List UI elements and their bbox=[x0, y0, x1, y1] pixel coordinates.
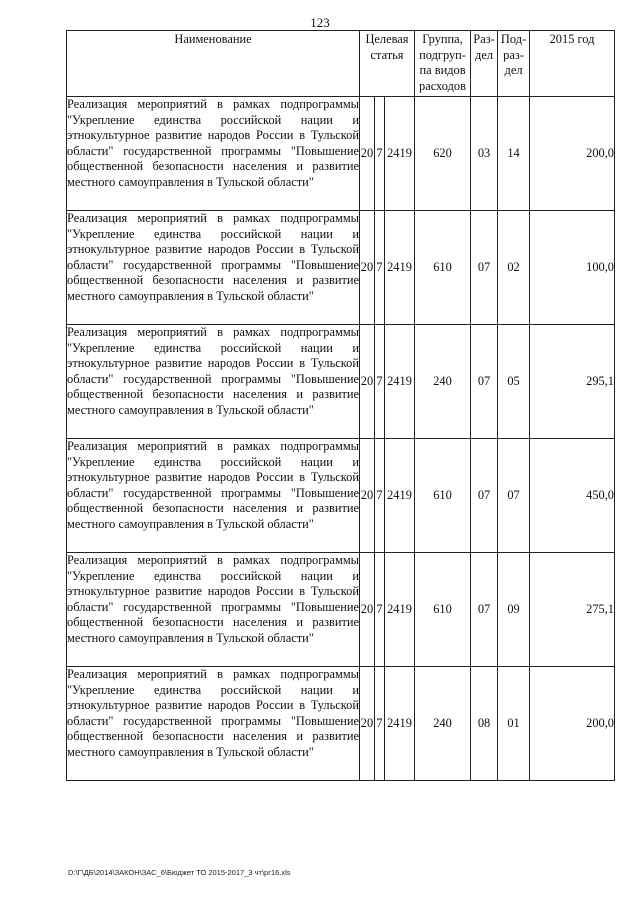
target-article-part1-cell: 20 bbox=[360, 325, 375, 439]
page-number: 123 bbox=[310, 15, 330, 30]
table-header-row bbox=[67, 31, 615, 97]
target-article-part1-cell: 20 bbox=[360, 211, 375, 325]
row-name-cell: Реализация мероприятий в рамках подпрограммы "Укрепление единства российской нации и этнокультурное развитие народов России в Тульской области" государственной программы "Повышение общественной безопасности населения и развитие местного самоуправления в Тульской области" bbox=[67, 439, 360, 553]
expense-group-cell: 610 bbox=[415, 553, 471, 667]
subsection-cell: 05 bbox=[498, 325, 530, 439]
subsection-cell: 01 bbox=[498, 667, 530, 781]
row-name-cell: Реализация мероприятий в рамках подпрограммы "Укрепление единства российской нации и этнокультурное развитие народов России в Тульской области" государственной программы "Повышение общественной безопасности населения и развитие местного самоуправления в Тульской области" bbox=[67, 667, 360, 781]
table-body bbox=[67, 97, 615, 781]
target-article-part3-cell: 2419 bbox=[385, 325, 415, 439]
row-name-cell: Реализация мероприятий в рамках подпрограммы "Укрепление единства российской нации и этнокультурное развитие народов России в Тульской области" государственной программы "Повышение общественной безопасности населения и развитие местного самоуправления в Тульской области" bbox=[67, 211, 360, 325]
amount-2015-cell: 450,0 bbox=[530, 439, 615, 553]
target-article-part1-cell: 20 bbox=[360, 553, 375, 667]
table-row bbox=[67, 667, 615, 781]
target-article-part3-cell: 2419 bbox=[385, 211, 415, 325]
section-cell: 08 bbox=[471, 667, 498, 781]
subsection-cell: 14 bbox=[498, 97, 530, 211]
target-article-part3-cell: 2419 bbox=[385, 439, 415, 553]
expense-group-cell: 240 bbox=[415, 325, 471, 439]
target-article-part2-cell: 7 bbox=[375, 325, 385, 439]
target-article-part3-cell: 2419 bbox=[385, 97, 415, 211]
subsection-cell: 02 bbox=[498, 211, 530, 325]
amount-2015-cell: 100,0 bbox=[530, 211, 615, 325]
file-path-footer: D:\Г\ДБ\2014\ЗАКОН\ЗАС_6\Бюджет ТО 2015-2017_3 чт\рг16.xls bbox=[68, 868, 291, 877]
expense-group-cell: 240 bbox=[415, 667, 471, 781]
amount-2015-cell: 295,1 bbox=[530, 325, 615, 439]
target-article-part3-cell: 2419 bbox=[385, 667, 415, 781]
header-name: Наименование bbox=[67, 31, 360, 97]
amount-2015-cell: 200,0 bbox=[530, 667, 615, 781]
section-cell: 03 bbox=[471, 97, 498, 211]
table-row bbox=[67, 211, 615, 325]
header-subsection: Под-раз-дел bbox=[498, 31, 530, 97]
header-year: 2015 год bbox=[530, 31, 615, 97]
target-article-part1-cell: 20 bbox=[360, 439, 375, 553]
amount-2015-cell: 200,0 bbox=[530, 97, 615, 211]
amount-2015-cell: 275,1 bbox=[530, 553, 615, 667]
row-name-cell: Реализация мероприятий в рамках подпрограммы "Укрепление единства российской нации и этнокультурное развитие народов России в Тульской области" государственной программы "Повышение общественной безопасности населения и развитие местного самоуправления в Тульской области" bbox=[67, 553, 360, 667]
budget-table bbox=[66, 30, 615, 781]
section-cell: 07 bbox=[471, 211, 498, 325]
subsection-cell: 09 bbox=[498, 553, 530, 667]
target-article-part2-cell: 7 bbox=[375, 211, 385, 325]
header-section: Раз-дел bbox=[471, 31, 498, 97]
table-row bbox=[67, 325, 615, 439]
section-cell: 07 bbox=[471, 439, 498, 553]
header-group: Группа, подгруп-па видов расходов bbox=[415, 31, 471, 97]
target-article-part2-cell: 7 bbox=[375, 553, 385, 667]
row-name-cell: Реализация мероприятий в рамках подпрограммы "Укрепление единства российской нации и этнокультурное развитие народов России в Тульской области" государственной программы "Повышение общественной безопасности населения и развитие местного самоуправления в Тульской области" bbox=[67, 97, 360, 211]
subsection-cell: 07 bbox=[498, 439, 530, 553]
target-article-part2-cell: 7 bbox=[375, 439, 385, 553]
target-article-part1-cell: 20 bbox=[360, 667, 375, 781]
expense-group-cell: 610 bbox=[415, 439, 471, 553]
expense-group-cell: 610 bbox=[415, 211, 471, 325]
target-article-part1-cell: 20 bbox=[360, 97, 375, 211]
row-name-cell: Реализация мероприятий в рамках подпрограммы "Укрепление единства российской нации и этнокультурное развитие народов России в Тульской области" государственной программы "Повышение общественной безопасности населения и развитие местного самоуправления в Тульской области" bbox=[67, 325, 360, 439]
section-cell: 07 bbox=[471, 325, 498, 439]
section-cell: 07 bbox=[471, 553, 498, 667]
table-row bbox=[67, 97, 615, 211]
target-article-part2-cell: 7 bbox=[375, 97, 385, 211]
table-row bbox=[67, 553, 615, 667]
header-target-article: Целевая статья bbox=[360, 31, 415, 97]
expense-group-cell: 620 bbox=[415, 97, 471, 211]
table-row bbox=[67, 439, 615, 553]
target-article-part3-cell: 2419 bbox=[385, 553, 415, 667]
target-article-part2-cell: 7 bbox=[375, 667, 385, 781]
